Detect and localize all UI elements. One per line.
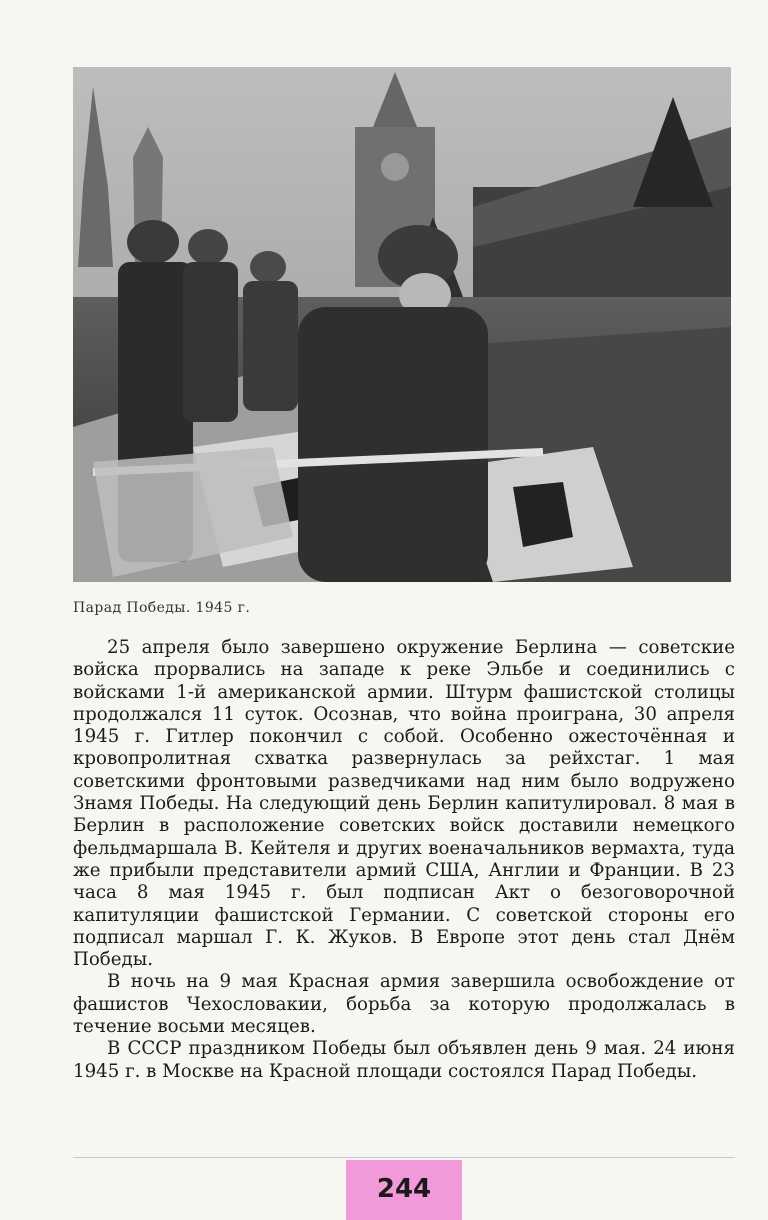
page-number-tab xyxy=(346,1160,462,1220)
main-text xyxy=(73,637,735,1083)
footer-divider xyxy=(73,1157,735,1158)
victory-parade-photo xyxy=(73,67,731,582)
photo-caption: Парад Победы. 1945 г. xyxy=(73,600,251,616)
paragraph-berlin-capitulation: 25 апреля было завершено окружение Берлина — советские войска прорвались на западе к реке Эльбе и соединились с войсками 1-й американской армии. Штурм фашистской столицы продолжался 11 суток. Осознав, что война проиграна, 30 апреля 1945 г. Гитлер покончил с собой. Особенно ожесточённая и кровопролитная схватка развернулась за рейхстаг. 1 мая советскими фронтовыми разведчиками над ним было водружено Знамя Победы. На следующий день Берлин капитулировал. 8 мая в Берлин в расположение советских войск доставили немецкого фельдмаршала В. Кейтеля и других военачальников вермахта, туда же прибыли представители армий США, Англии и Франции. В 23 часа 8 мая 1945 г. был подписан Акт о безоговорочной капитуляции фашистской Германии. С советской стороны его подписал маршал Г. К. Жуков. В Европе этот день стал Днём Победы. xyxy=(73,637,735,971)
photo-illustration xyxy=(73,67,731,582)
paragraph-victory-day: В СССР праздником Победы был объявлен день 9 мая. 24 июня 1945 г. в Москве на Красной площади состоялся Парад Победы. xyxy=(73,1038,735,1082)
page-number: 244 xyxy=(376,1174,432,1204)
paragraph-czechoslovakia: В ночь на 9 мая Красная армия завершила освобождение от фашистов Чехословакии, борьба за которую продолжалась в течение восьми месяцев. xyxy=(73,971,735,1038)
